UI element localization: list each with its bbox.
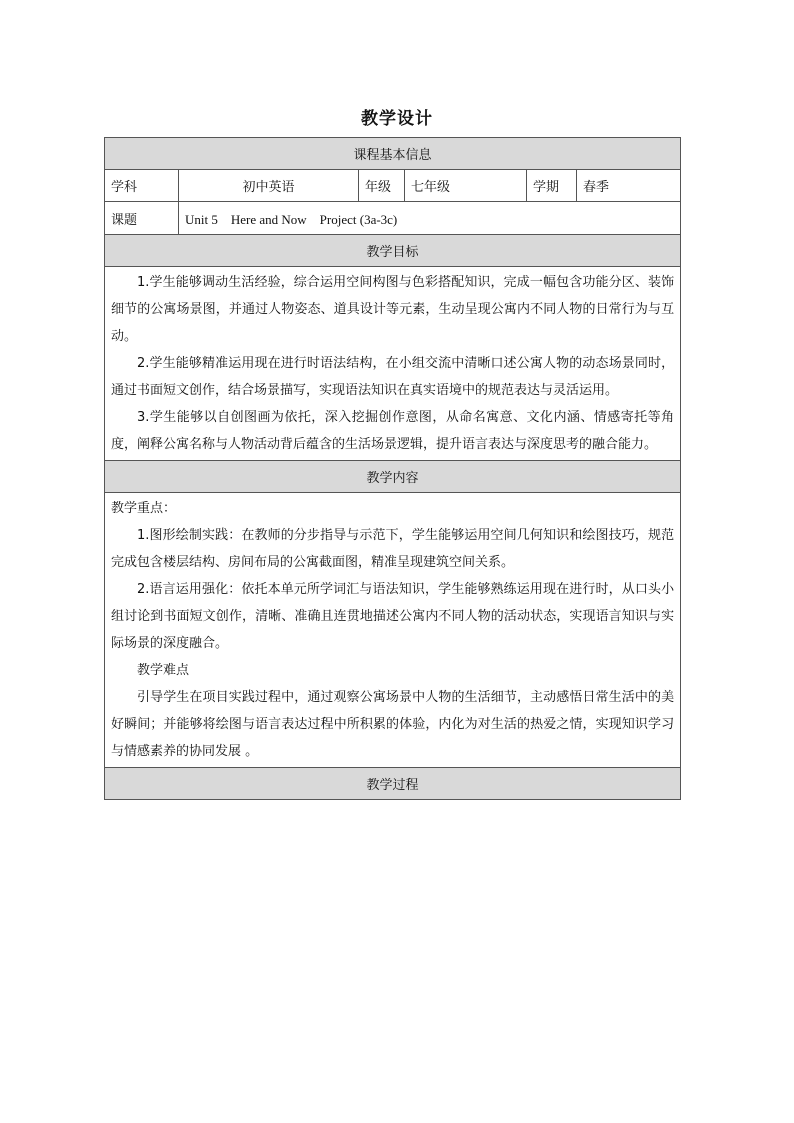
subject-value: 初中英语 — [179, 170, 359, 202]
content-header: 教学内容 — [105, 461, 681, 493]
topic-label: 课题 — [105, 202, 179, 235]
focus-item: 1.图形绘制实践：在教师的分步指导与示范下，学生能够运用空间几何知识和绘图技巧，规范完成包含楼层结构、房间布局的公寓截面图，精准呈现建筑空间关系。 — [111, 528, 675, 570]
objectives-body — [105, 267, 681, 461]
objective-item: 1.学生能够调动生活经验，综合运用空间构图与色彩搭配知识，完成一幅包含功能分区、装饰细节的公寓场景图，并通过人物姿态、道具设计等元素，生动呈现公寓内不同人物的日常行为与互动。 — [111, 275, 675, 344]
grade-label: 年级 — [359, 170, 405, 202]
objective-item: 3.学生能够以自创图画为依托，深入挖掘创作意图，从命名寓意、文化内涵、情感寄托等角度，阐释公寓名称与人物活动背后蕴含的生活场景逻辑，提升语言表达与深度思考的融合能力。 — [111, 410, 675, 452]
process-header: 教学过程 — [105, 768, 681, 800]
content-body — [105, 493, 681, 768]
topic-value: Unit 5 Here and Now Project (3a-3c) — [179, 202, 681, 235]
difficulty-label: 教学难点 — [137, 663, 190, 678]
objectives-header: 教学目标 — [105, 235, 681, 267]
basic-info-header: 课程基本信息 — [105, 138, 681, 170]
focus-item: 2.语言运用强化：依托本单元所学词汇与语法知识，学生能够熟练运用现在进行时，从口头小组讨论到书面短文创作，清晰、准确且连贯地描述公寓内不同人物的活动状态，实现语言知识与实际场景的深度融合。 — [111, 582, 675, 651]
term-value: 春季 — [577, 170, 681, 202]
focus-label: 教学重点： — [111, 501, 177, 516]
lesson-plan-table — [104, 137, 681, 800]
difficulty-text: 引导学生在项目实践过程中，通过观察公寓场景中人物的生活细节，主动感悟日常生活中的美好瞬间；并能够将绘图与语言表达过程中所积累的体验，内化为对生活的热爱之情，实现知识学习与情感素养的协同发展 。 — [111, 690, 675, 759]
grade-value: 七年级 — [405, 170, 527, 202]
document-title: 教学设计 — [361, 109, 433, 129]
term-label: 学期 — [527, 170, 577, 202]
subject-label: 学科 — [105, 170, 179, 202]
objective-item: 2.学生能够精准运用现在进行时语法结构，在小组交流中清晰口述公寓人物的动态场景同时，通过书面短文创作，结合场景描写，实现语法知识在真实语境中的规范表达与灵活运用。 — [111, 356, 675, 398]
